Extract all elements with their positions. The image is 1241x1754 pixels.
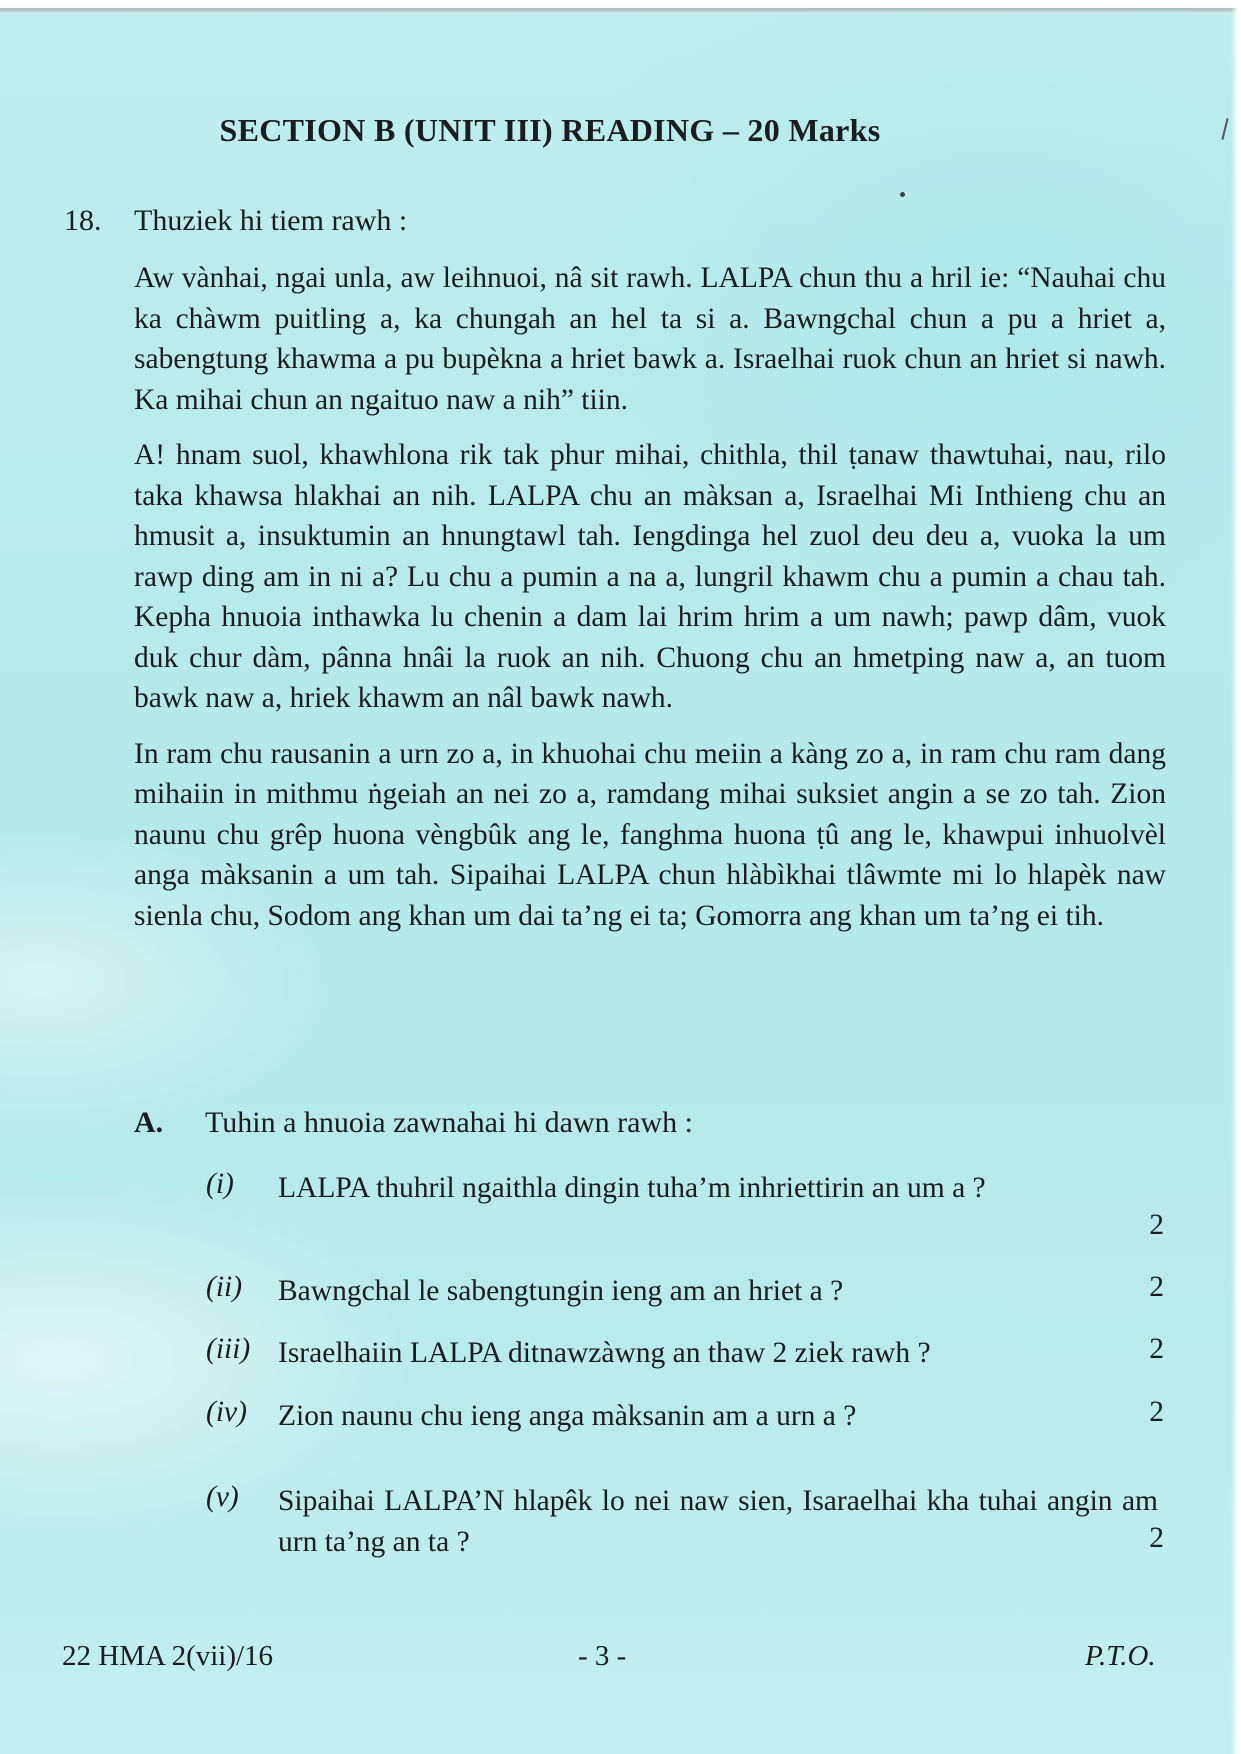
item-number: (ii) [206,1271,243,1303]
passage-paragraph-2: A! hnam suol, khawhlona rik tak phur mihai, chithla, thil ṭanaw thawtuhai, nau, rilo taka khawsa hlakhai an nih. LALPA chu an màksan a, Israelhai Mi Inthieng chu an hmusit a, insuktumin an hnungtawl tah. Iengdinga hel zuol deu deu a, vuoka la um rawp ding am in ni a? Lu chu a pumin a na a, lungril khawm chu a pumin a chau tah. Kepha hnuoia inthawka lu chenin a dam lai hrim hrim a um nawh; pawp dâm, vuok duk chur dàm, pânna hnâi la ruok an nih. Chuong chu an hmetping naw a, an tuom bawk naw a, hriek khawm an nâl bawk nawh. [134,439,1166,714]
pen-mark [1221,118,1228,140]
passage-paragraph-1: Aw vànhai, ngai unla, aw leihnuoi, nâ sit rawh. LALPA chun thu a hril ie: “Nauhai chu ka chàwm puitling a, ka chungah an hel ta si a. Bawngchal chun a pu a hriet a, sabengtung khawma a pu bupèkna a hriet bawk a. Israelhai ruok chun an hriet si nawh. Ka mihai chun an ngaituo naw a nih” tiin. [134,262,1166,416]
item-text: Bawngchal le sabengtungin ieng am an hriet a ? [278,1275,844,1307]
item-marks: 2 [1149,1209,1164,1241]
item-marks: 2 [1149,1396,1164,1428]
item-marks: 2 [1149,1271,1164,1303]
please-turn-over: P.T.O. [1085,1640,1156,1672]
page-number: - 3 - [578,1640,627,1672]
item-text: LALPA thuhril ngaithla dingin tuha’m inhriettirin an um a ? [278,1172,986,1204]
item-marks: 2 [1149,1333,1164,1365]
item-number: (v) [206,1481,239,1513]
sub-question-label: A. [134,1106,164,1139]
item-number: (iii) [206,1333,251,1365]
sub-question-instruction: Tuhin a hnuoia zawnahai hi dawn rawh : [205,1106,693,1139]
item-marks: 2 [1149,1522,1164,1554]
item-number: (i) [206,1168,234,1200]
ink-dot [900,192,905,197]
question-instruction: Thuziek hi tiem rawh : [134,204,408,237]
item-text: Sipaihai LALPA’N hlapêk lo nei naw sien, Isaraelhai kha tuhai angin am urn ta’ng an ta ? [278,1485,1158,1558]
passage-paragraph-3: In ram chu rausanin a urn zo a, in khuohai chu meiin a kàng zo a, in ram chu ram dang mihaiin in mithmu ṅgeiah an nei zo a, ramdang mihai suksiet angin a se zo tah. Zion naunu chu grêp huona vèngbûk ang le, fanghma huona ṭû ang le, khawpui inhuolvèl anga màksanin a um tah. Sipaihai LALPA chun hlàbìkhai tlâwmte mi lo hlapèk naw sienla chu, Sodom ang khan um dai ta’ng ei ta; Gomorra ang khan um ta’ng ei tih. [134,737,1166,932]
item-text: Israelhaiin LALPA ditnawzàwng an thaw 2 ziek rawh ? [278,1337,931,1369]
scan-top-edge [0,0,1241,14]
item-number: (iv) [206,1396,247,1428]
section-title: SECTION B (UNIT III) READING – 20 Marks [219,112,881,148]
reading-passage [134,258,1166,951]
question-number: 18. [64,204,102,237]
scan-right-edge [1231,0,1241,1754]
paper-code: 22 HMA 2(vii)/16 [62,1640,274,1672]
item-text: Zion naunu chu ieng anga màksanin am a urn a ? [278,1400,857,1432]
